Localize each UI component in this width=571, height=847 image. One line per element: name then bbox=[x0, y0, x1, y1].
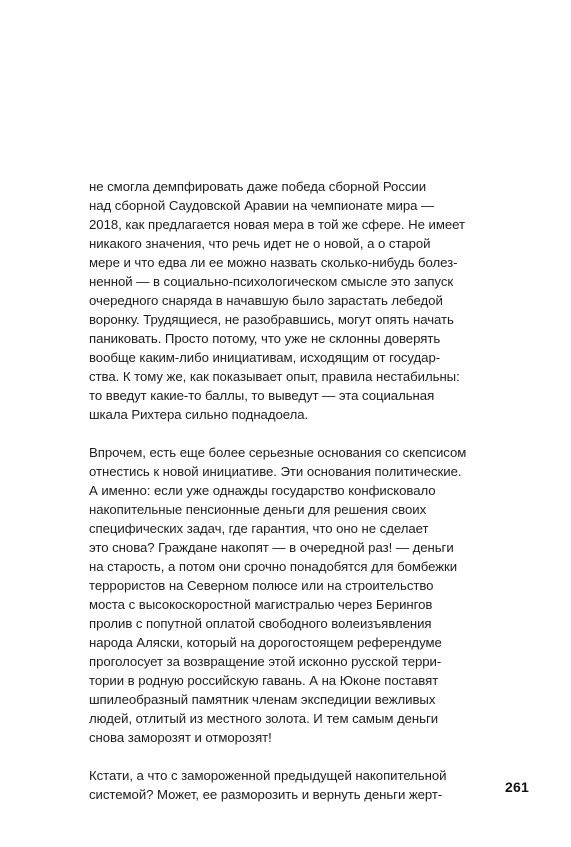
page-number: 261 bbox=[505, 779, 529, 795]
text-line: не смогла демпфировать даже победа сборной России bbox=[89, 179, 427, 194]
paragraph-3 bbox=[89, 766, 489, 804]
text-line: это снова? Граждане накопят — в очередной раз! — деньги bbox=[89, 540, 454, 555]
text-line: ненной — в социально-психологическом смысле это запуск bbox=[89, 274, 454, 289]
text-line: паниковать. Просто потому, что уже не склонны доверять bbox=[89, 331, 441, 346]
text-line: специфических задач, где гарантия, что оно не сделает bbox=[89, 521, 429, 536]
text-line: ства. К тому же, как показывает опыт, правила нестабильны: bbox=[89, 369, 460, 384]
text-line: моста с высокоскоростной магистралью через Берингов bbox=[89, 597, 433, 612]
text-line: снова заморозят и отморозят! bbox=[89, 730, 272, 745]
text-line: А именно: если уже однажды государство конфисковало bbox=[89, 483, 436, 498]
paragraph-1 bbox=[89, 177, 489, 424]
text-line: 2018, как предлагается новая мера в той же сфере. Не имеет bbox=[89, 217, 465, 232]
text-line: вообще каким-либо инициативам, исходящим от государ- bbox=[89, 350, 441, 365]
text-line: никакого значения, что речь идет не о новой, а о старой bbox=[89, 236, 431, 251]
text-line: людей, отлитый из местного золота. И тем самым деньги bbox=[89, 711, 439, 726]
paragraph-2 bbox=[89, 443, 489, 747]
text-line: мере и что едва ли ее можно назвать сколько-нибудь болез- bbox=[89, 255, 458, 270]
text-line: Кстати, а что с замороженной предыдущей накопительной bbox=[89, 768, 447, 783]
paragraph-gap bbox=[89, 424, 489, 443]
text-line: очередного снаряда в начавшую было зарастать лебедой bbox=[89, 293, 443, 308]
text-line: то введут какие-то баллы, то выведут — эта социальная bbox=[89, 388, 435, 403]
text-line: над сборной Саудовской Аравии на чемпионате мира — bbox=[89, 198, 435, 213]
body-text bbox=[89, 177, 489, 804]
text-line: шкала Рихтера сильно поднадоела. bbox=[89, 407, 309, 422]
text-line: проголосует за возвращение этой исконно русской терри- bbox=[89, 654, 442, 669]
text-line: на старость, а потом они срочно понадобятся для бомбежки bbox=[89, 559, 458, 574]
text-line: Впрочем, есть еще более серьезные основания со скепсисом bbox=[89, 445, 467, 460]
paragraph-gap bbox=[89, 747, 489, 766]
text-line: шпилеобразный памятник членам экспедиции вежливых bbox=[89, 692, 436, 707]
text-line: пролив с попутной оплатой свободного волеизъявления bbox=[89, 616, 432, 631]
text-line: воронку. Трудящиеся, не разобравшись, могут опять начать bbox=[89, 312, 454, 327]
text-line: террористов на Северном полюсе или на строительство bbox=[89, 578, 434, 593]
text-line: тории в родную российскую гавань. А на Юконе поставят bbox=[89, 673, 439, 688]
text-line: народа Аляски, который на дорогостоящем референдуме bbox=[89, 635, 442, 650]
text-line: отнестись к новой инициативе. Эти основания политические. bbox=[89, 464, 462, 479]
text-line: системой? Может, ее разморозить и вернуть деньги жерт- bbox=[89, 787, 443, 802]
text-line: накопительные пенсионные деньги для решения своих bbox=[89, 502, 427, 517]
